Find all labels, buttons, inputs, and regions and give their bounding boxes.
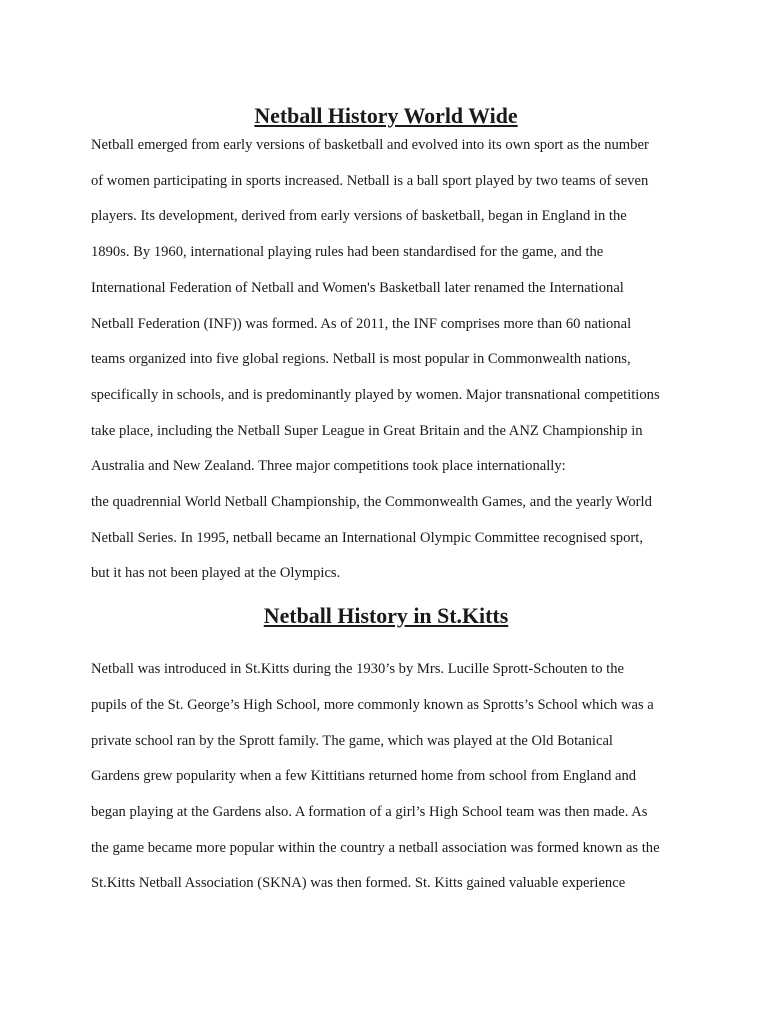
text-line: the quadrennial World Netball Championship, the Commonwealth Games, and the yearly World	[91, 494, 652, 511]
text-line: of women participating in sports increased. Netball is a ball sport played by two teams of seven	[91, 172, 649, 189]
text-line: take place, including the Netball Super League in Great Britain and the ANZ Championship in	[91, 422, 643, 439]
text-line: Australia and New Zealand. Three major competitions took place internationally:	[91, 458, 566, 475]
text-line: but it has not been played at the Olympics.	[91, 565, 341, 582]
text-line: teams organized into five global regions. Netball is most popular in Commonwealth nations,	[91, 351, 631, 368]
text-line: Netball was introduced in St.Kitts during the 1930’s by Mrs. Lucille Sprott-Schouten to the	[91, 661, 625, 678]
text-line: pupils of the St. George’s High School, more commonly known as Sprotts’s School which was a	[91, 696, 654, 713]
document-body	[91, 104, 681, 902]
heading-netball-history-world-wide: Netball History World Wide	[254, 103, 518, 128]
text-line: Netball Series. In 1995, netball became an International Olympic Committee recognised sport,	[91, 529, 643, 546]
text-line: Gardens grew popularity when a few Kittitians returned home from school from England and	[91, 768, 637, 785]
text-line: began playing at the Gardens also. A formation of a girl’s High School team was then made. As	[91, 803, 648, 820]
text-line: 1890s. By 1960, international playing rules had been standardised for the game, and the	[91, 244, 604, 261]
text-line: International Federation of Netball and Women's Basketball later renamed the International	[91, 279, 624, 296]
text-line: specifically in schools, and is predominantly played by women. Major transnational competitions	[91, 386, 660, 403]
paragraph-world-history	[91, 128, 681, 592]
paragraph-st-kitts-history	[91, 652, 681, 902]
text-line: private school ran by the Sprott family. The game, which was played at the Old Botanical	[91, 732, 613, 749]
text-line: the game became more popular within the country a netball association was formed known as the	[91, 839, 660, 856]
text-line: Netball Federation (INF)) was formed. As of 2011, the INF comprises more than 60 national	[91, 315, 632, 332]
text-line: players. Its development, derived from early versions of basketball, began in England in the	[91, 208, 627, 225]
heading-netball-history-st-kitts: Netball History in St.Kitts	[263, 603, 509, 629]
text-line: Netball emerged from early versions of basketball and evolved into its own sport as the number	[91, 137, 649, 153]
text-line: St.Kitts Netball Association (SKNA) was then formed. St. Kitts gained valuable experience	[91, 875, 626, 892]
